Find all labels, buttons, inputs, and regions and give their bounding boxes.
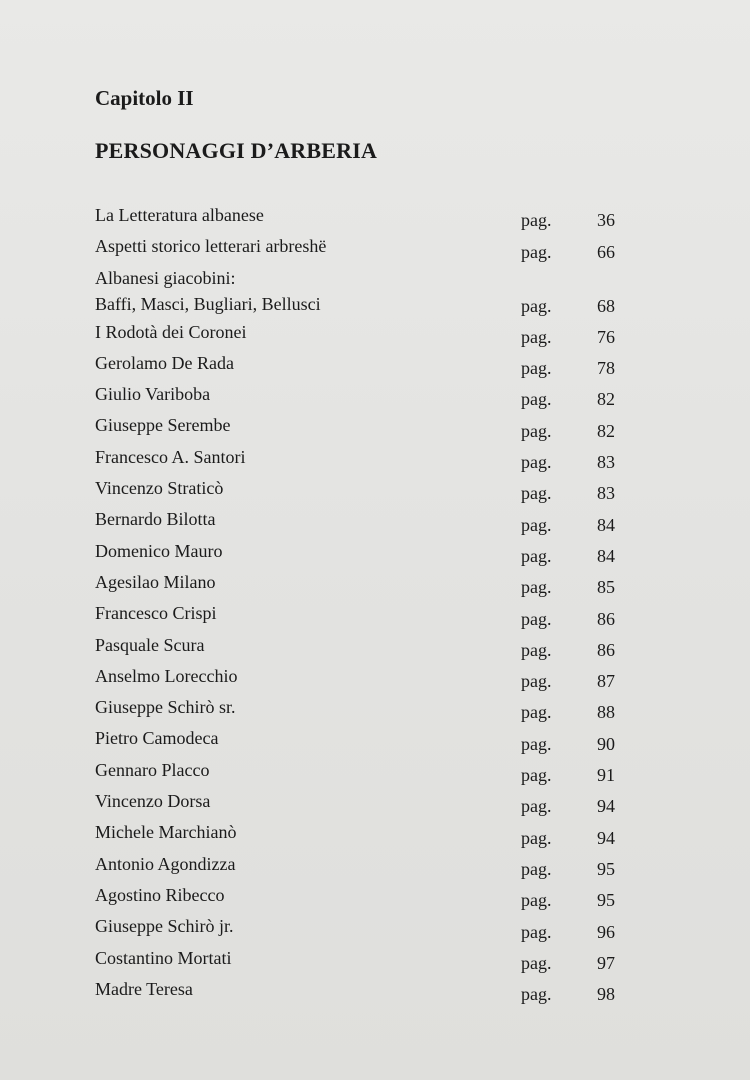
toc-entry-title-line: Pasquale Scura — [95, 634, 205, 655]
toc-entry-pag-label: pag. — [521, 733, 552, 754]
toc-entry-page-number: 86 — [597, 608, 615, 629]
toc-entry-title-line: La Letteratura albanese — [95, 205, 264, 225]
toc-entry-page-number: 95 — [597, 890, 615, 911]
toc-entry-page-number: 83 — [597, 483, 615, 504]
toc-entry-page-number: 84 — [597, 514, 615, 535]
toc-entry-title-line: Giulio Variboba — [95, 384, 211, 405]
toc-entry — [95, 506, 635, 537]
toc-entry-title-line: Giuseppe Schirò sr. — [95, 697, 236, 718]
toc-entry-page-number: 91 — [597, 765, 615, 786]
toc-entry-title-line: Giuseppe Schirò jr. — [95, 916, 234, 937]
toc-entry-pag-label: pag. — [521, 420, 552, 441]
toc-entry-title — [95, 381, 210, 407]
toc-entry-title-line: Francesco Crispi — [95, 603, 217, 624]
toc-entry-title-line: Giuseppe Serembe — [95, 415, 231, 436]
toc-entry-page-number: 95 — [597, 858, 615, 879]
chapter-title: PERSONAGGI D’ARBERIA — [95, 138, 378, 163]
toc-entry-page-number: 84 — [597, 545, 615, 566]
toc-entry-title-line: Costantino Mortati — [95, 947, 232, 968]
toc-entry — [95, 600, 635, 631]
toc-entry-pag-label: pag. — [521, 577, 552, 598]
toc-entry — [95, 412, 635, 443]
toc-entry-title-line: Bernardo Bilotta — [95, 509, 216, 530]
toc-entry-pag-label: pag. — [521, 210, 552, 231]
toc-entry-title-line: Albanesi giacobini: — [95, 267, 236, 288]
toc-entry-page-number: 85 — [597, 577, 615, 598]
toc-entry-pag-label: pag. — [521, 796, 552, 817]
toc-entry — [95, 725, 635, 756]
toc-entry — [95, 538, 635, 569]
toc-entry-pag-label: pag. — [521, 514, 552, 535]
toc-entry-title — [95, 475, 223, 501]
toc-entry-title — [95, 976, 193, 1002]
toc-entry-page-number: 68 — [597, 295, 615, 316]
toc-entry-title-line: Pietro Camodeca — [95, 728, 219, 749]
toc-entry-title — [95, 725, 218, 751]
toc-entry-page-number: 94 — [597, 796, 615, 817]
toc-entry-pag-label: pag. — [521, 671, 552, 692]
toc-entry-title — [95, 600, 216, 626]
toc-entry-title — [95, 632, 204, 658]
toc-entry — [95, 381, 635, 412]
toc-entry-pag-label: pag. — [521, 639, 552, 660]
toc-entry-title — [95, 913, 233, 939]
toc-entry-pag-label: pag. — [521, 921, 552, 942]
toc-entry-page-number: 97 — [597, 952, 615, 973]
toc-entry-page-number: 82 — [597, 420, 615, 441]
toc-entry-title-line: Vincenzo Straticò — [95, 478, 224, 499]
toc-entry-title-line: Baffi, Masci, Bugliari, Bellusci — [95, 293, 321, 314]
toc-entry-page-number: 88 — [597, 702, 615, 723]
toc-entry-pag-label: pag. — [521, 890, 552, 911]
toc-entry — [95, 663, 635, 694]
toc-entry-title — [95, 538, 222, 564]
toc-entry-title-line: Anselmo Lorecchio — [95, 665, 238, 686]
toc-entry-title-line: Domenico Mauro — [95, 540, 223, 561]
toc-entry — [95, 350, 635, 381]
toc-entry — [95, 945, 635, 976]
toc-entry-title-line: I Rodotà dei Coronei — [95, 321, 247, 342]
toc-entry-title — [95, 851, 235, 877]
toc-entry — [95, 233, 635, 264]
toc-entry-page-number: 96 — [597, 921, 615, 942]
toc-entry — [95, 976, 635, 1007]
toc-entry-pag-label: pag. — [521, 326, 552, 347]
toc-entry — [95, 444, 635, 475]
toc-entry-title-line: Gennaro Placco — [95, 759, 210, 780]
toc-entry — [95, 319, 635, 350]
toc-entry-title-line: Aspetti storico letterari arbreshë — [95, 236, 327, 257]
toc-entry — [95, 819, 635, 850]
toc-entry-title — [95, 694, 235, 720]
toc-entry-title — [95, 265, 321, 317]
table-of-contents — [95, 202, 635, 1007]
toc-entry-pag-label: pag. — [521, 545, 552, 566]
toc-entry-page-number: 87 — [597, 671, 615, 692]
toc-entry-pag-label: pag. — [521, 295, 552, 316]
toc-entry-pag-label: pag. — [521, 827, 552, 848]
toc-entry — [95, 694, 635, 725]
toc-entry — [95, 475, 635, 506]
toc-entry-title — [95, 319, 246, 345]
toc-entry-page-number: 90 — [597, 733, 615, 754]
toc-entry — [95, 757, 635, 788]
toc-entry-title-line: Antonio Agondizza — [95, 853, 236, 874]
toc-entry-page-number: 83 — [597, 452, 615, 473]
toc-entry — [95, 265, 635, 319]
toc-entry-title — [95, 882, 224, 908]
toc-entry-title — [95, 444, 245, 470]
toc-entry-pag-label: pag. — [521, 483, 552, 504]
toc-entry-page-number: 78 — [597, 358, 615, 379]
toc-entry-title — [95, 569, 215, 595]
toc-entry — [95, 632, 635, 663]
toc-entry — [95, 202, 635, 233]
toc-entry-title-line: Agesilao Milano — [95, 571, 216, 592]
toc-entry-title-line: Vincenzo Dorsa — [95, 791, 211, 812]
toc-entry-page-number: 82 — [597, 389, 615, 410]
toc-entry-page-number: 86 — [597, 639, 615, 660]
toc-entry-title — [95, 233, 326, 259]
toc-entry — [95, 569, 635, 600]
toc-entry-page-number: 76 — [597, 326, 615, 347]
toc-entry — [95, 913, 635, 944]
toc-entry-page-number: 66 — [597, 241, 615, 262]
toc-entry-pag-label: pag. — [521, 241, 552, 262]
toc-entry-title-line: Francesco A. Santori — [95, 446, 246, 467]
toc-entry-title — [95, 412, 230, 438]
toc-entry-title — [95, 202, 264, 228]
toc-entry — [95, 851, 635, 882]
toc-entry-title — [95, 819, 236, 845]
toc-entry-title — [95, 350, 234, 376]
toc-entry-title — [95, 757, 209, 783]
toc-entry-page-number: 36 — [597, 210, 615, 231]
toc-entry-pag-label: pag. — [521, 952, 552, 973]
chapter-label: Capitolo II — [95, 86, 194, 110]
toc-entry-title-line: Gerolamo De Rada — [95, 352, 234, 373]
toc-entry-pag-label: pag. — [521, 608, 552, 629]
toc-entry-title-line: Agostino Ribecco — [95, 884, 225, 905]
toc-entry — [95, 882, 635, 913]
toc-entry — [95, 788, 635, 819]
toc-entry-pag-label: pag. — [521, 858, 552, 879]
toc-entry-title-line: Michele Marchianò — [95, 822, 237, 843]
toc-entry-page-number: 98 — [597, 984, 615, 1005]
toc-entry-pag-label: pag. — [521, 452, 552, 473]
toc-entry-pag-label: pag. — [521, 358, 552, 379]
toc-entry-title — [95, 788, 210, 814]
toc-entry-pag-label: pag. — [521, 765, 552, 786]
toc-entry-pag-label: pag. — [521, 702, 552, 723]
toc-entry-pag-label: pag. — [521, 984, 552, 1005]
toc-entry-page-number: 94 — [597, 827, 615, 848]
toc-entry-title-line: Madre Teresa — [95, 978, 193, 999]
toc-entry-pag-label: pag. — [521, 389, 552, 410]
toc-entry-title — [95, 663, 237, 689]
toc-entry-title — [95, 506, 215, 532]
toc-entry-title — [95, 945, 232, 971]
